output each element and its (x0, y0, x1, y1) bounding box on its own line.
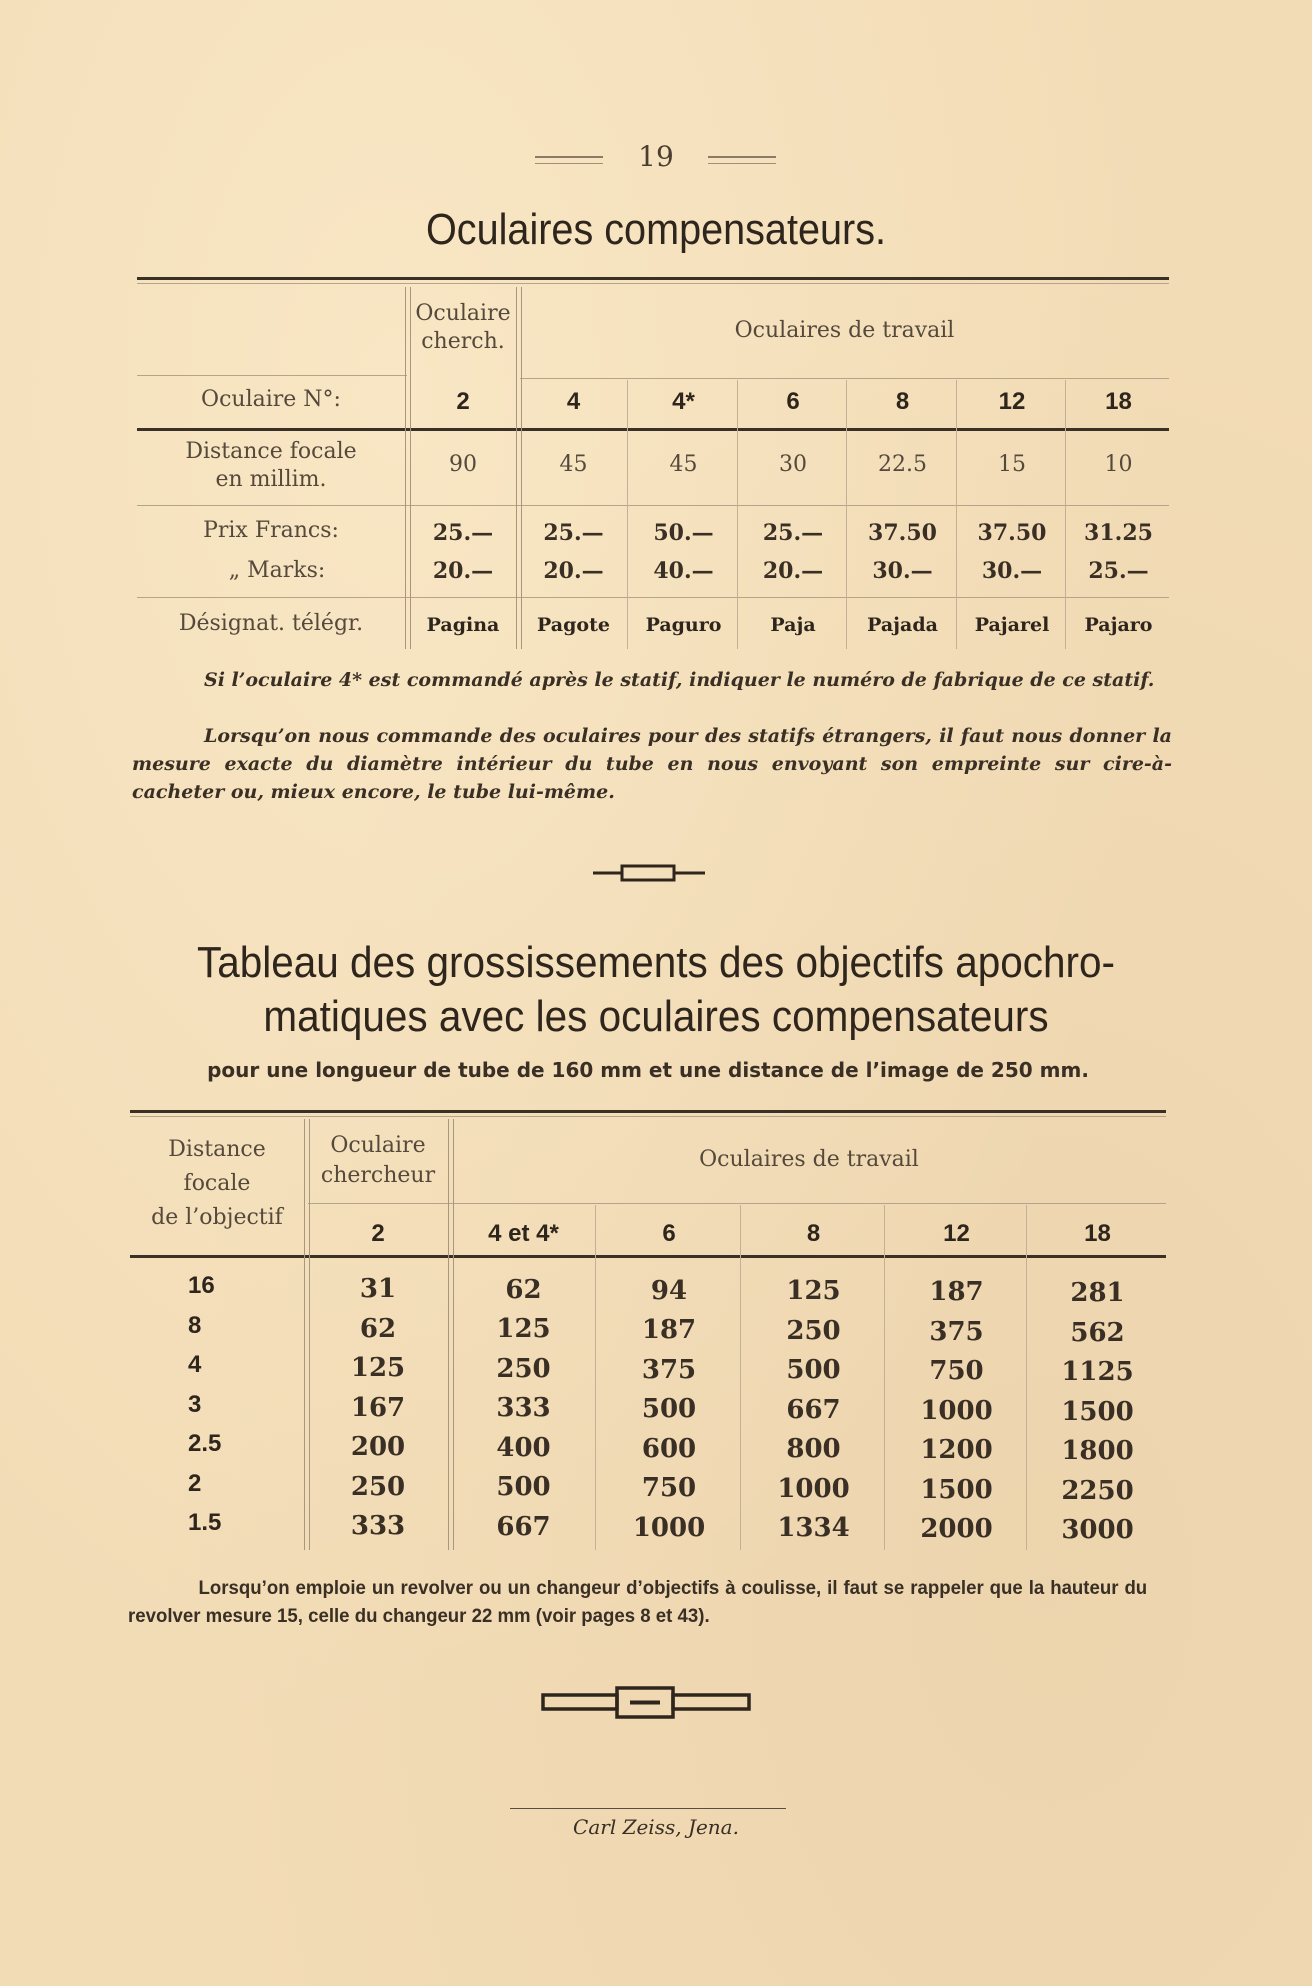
table2-cell-focal: 1.5 (188, 1509, 222, 1536)
table2-cell-value: 750 (929, 1356, 984, 1387)
table2-header-bottom-rule (130, 1255, 1166, 1258)
table2-cell-value: 62 (359, 1313, 397, 1344)
table2-cell-value: 1000 (632, 1512, 706, 1543)
table2-cell-focal: 2 (188, 1469, 202, 1497)
table1-header-rule (137, 375, 407, 376)
table2-cell-value: 1800 (1061, 1436, 1134, 1466)
table1-cell-focal: 15 (998, 452, 1026, 477)
small-bar-ornament-icon (590, 858, 710, 888)
note-oculaire-4star (132, 666, 1172, 694)
table1-cell-marks: 20.— (543, 558, 604, 584)
table2-cell-value: 94 (650, 1275, 688, 1306)
table1-number-rule (137, 428, 1169, 431)
table2-cell-value: 1200 (920, 1435, 993, 1466)
table2-cell-value: 250 (350, 1471, 406, 1502)
table1-vrule (846, 380, 847, 649)
table2-cell-value: 250 (786, 1315, 841, 1346)
table2-cell-value: 500 (496, 1472, 551, 1503)
table1-header-rule-b (520, 378, 1169, 379)
table2-column-head: 4 et 4* (488, 1220, 559, 1247)
table2-cell-value: 375 (929, 1316, 984, 1347)
table2-cell-value: 2250 (1061, 1475, 1134, 1506)
table2-cell-value: 1125 (1061, 1357, 1134, 1387)
table2-cell-focal: 3 (188, 1390, 202, 1418)
table2-cell-value: 1000 (920, 1395, 993, 1426)
table1-cell-number: 12 (998, 388, 1026, 415)
table1-label-focal-line2: en millim. (215, 467, 327, 492)
table1-top-rule (137, 277, 1169, 280)
table1-header-work: Oculaires de travail (734, 318, 955, 343)
table2-cell-value: 31 (359, 1274, 397, 1304)
table1-cell-marks: 30.— (872, 558, 933, 584)
table1-cell-number: 8 (895, 388, 910, 415)
table2-header-focal (130, 1133, 304, 1235)
table2-cell-value: 1500 (920, 1474, 993, 1505)
table1-cell-telegraph: Pajarel (974, 614, 1050, 636)
page-number-dash-right (708, 156, 776, 164)
table2-cell-value: 333 (496, 1393, 551, 1424)
table1-cell-focal: 90 (449, 452, 477, 477)
table2-cell-value: 1500 (1061, 1396, 1134, 1427)
table2-cell-value: 281 (1070, 1278, 1125, 1308)
table1-focal-rule (137, 505, 1169, 506)
table1-cell-marks: 20.— (762, 558, 824, 584)
table2-cell-focal: 2.5 (188, 1430, 222, 1457)
note-revolver-height-text: Lorsqu’on emploie un revolver ou un changeur d’objectifs à coulisse, il faut se rappeler que la hauteur du revolver mesure 15, celle du changeur 22 mm (voir pages 8 et 43). (128, 1578, 1148, 1627)
table1-cell-francs: 37.50 (868, 520, 937, 546)
table2-cell-value: 400 (496, 1432, 551, 1463)
table2-column-head: 2 (371, 1220, 385, 1247)
table2-vrule (884, 1205, 885, 1550)
table2-header-finder-line1: Oculaire (330, 1133, 426, 1158)
table2-cell-focal: 16 (188, 1272, 215, 1299)
table2-cell-value: 562 (1070, 1317, 1125, 1348)
table1-header-finder-line1: Oculaire (415, 301, 511, 326)
table1-cell-francs: 50.— (653, 520, 714, 546)
table2-header-work: Oculaires de travail (699, 1147, 919, 1172)
table2-cell-value: 500 (786, 1355, 841, 1386)
large-bar-ornament-icon (540, 1683, 755, 1723)
table1-cell-telegraph: Paja (770, 614, 816, 636)
table1-cell-focal: 30 (779, 452, 807, 477)
table1-cell-number: 18 (1105, 388, 1132, 415)
table1-cell-marks: 40.— (653, 558, 714, 584)
table1-cell-francs: 25.— (762, 520, 824, 546)
table2-cell-value: 375 (641, 1354, 697, 1385)
table2-header-rule (308, 1203, 1166, 1204)
table1-cell-telegraph: Pagote (537, 614, 610, 636)
section-title-grossissements-line1: Tableau des grossissements des objectifs apochro- (196, 938, 1116, 987)
table1-cell-number: 4* (672, 388, 695, 415)
table1-cell-marks: 30.— (981, 558, 1043, 584)
table1-label-number: Oculaire N°: (201, 387, 341, 412)
table2-cell-value: 667 (496, 1511, 551, 1542)
table2-cell-value: 1000 (777, 1473, 850, 1504)
table1-cell-number: 2 (456, 388, 470, 415)
table1-top-rule-thin (137, 283, 1169, 284)
note-foreign-stands (132, 722, 1172, 806)
table2-cell-focal: 8 (188, 1311, 202, 1339)
table2-cell-value: 62 (505, 1274, 542, 1305)
table2-header-focal-line3: de l’objectif (151, 1205, 283, 1230)
table2-header-focal-line1: Distance (168, 1137, 266, 1162)
table1-vrule (737, 380, 738, 649)
table1-cell-telegraph: Pagina (426, 614, 500, 636)
table2-cell-value: 800 (786, 1434, 841, 1465)
table2-cell-focal: 4 (188, 1351, 202, 1378)
table1-cell-francs: 31.25 (1084, 520, 1153, 546)
table2-vrule (595, 1205, 596, 1550)
table2-cell-value: 125 (786, 1276, 841, 1307)
table2-cell-value: 250 (496, 1353, 551, 1384)
note-foreign-stands-text: Lorsqu’on nous commande des oculaires pour des statifs étrangers, il faut nous donner la mesure exacte du diamètre intérieur du tube en nous envoyant son empreinte sur cire-à-cacheter ou, mieux encore, le tube lui-même. (132, 725, 1172, 803)
table1-cell-marks: 20.— (432, 558, 494, 584)
table2-cell-value: 333 (350, 1511, 406, 1541)
table2-cell-value: 167 (350, 1392, 406, 1423)
table2-cell-value: 125 (350, 1353, 406, 1383)
table2-header-finder-line2: chercheur (320, 1163, 436, 1188)
table1-vrule (1065, 380, 1066, 649)
table2-cell-value: 667 (786, 1394, 841, 1425)
table1-header-finder (408, 300, 518, 356)
table2-cell-value: 2000 (920, 1514, 993, 1545)
table1-label-marks: „ Marks: (228, 558, 326, 583)
table2-cell-value: 500 (641, 1394, 697, 1425)
table2-column-head: 8 (806, 1220, 821, 1247)
table1-header-finder-line2: cherch. (421, 329, 505, 354)
table1-cell-focal: 45 (559, 452, 588, 477)
table1-label-francs: Prix Francs: (203, 518, 339, 543)
section-title-oculaires: Oculaires compensateurs. (425, 205, 887, 254)
table2-cell-value: 200 (350, 1432, 406, 1462)
table2-cell-value: 187 (929, 1277, 984, 1308)
table1-label-focal (137, 438, 405, 494)
table2-cell-value: 3000 (1061, 1515, 1134, 1545)
table2-top-rule (130, 1110, 1166, 1113)
table2-header-finder (308, 1131, 448, 1191)
table2-cell-value: 187 (641, 1315, 697, 1346)
table1-cell-focal: 10 (1104, 452, 1133, 477)
note-oculaire-4star-text: Si l’oculaire 4* est commandé après le statif, indiquer le numéro de fabrique de ce statif. (204, 669, 1155, 691)
section-title-grossissements (52, 936, 1259, 1044)
note-revolver-height (128, 1575, 1147, 1631)
table1-cell-telegraph: Pajada (867, 614, 938, 636)
table2-vrule (740, 1205, 741, 1550)
publisher-signature: Carl Zeiss, Jena. (573, 1815, 739, 1839)
footer-rule (510, 1808, 786, 1809)
table2-vrule (1026, 1205, 1027, 1550)
table1-cell-telegraph: Paguro (645, 614, 722, 636)
section-title-grossissements-line2: matiques avec les oculaires compensateurs (263, 992, 1049, 1041)
table1-cell-telegraph: Pajaro (1084, 614, 1153, 636)
section-subtitle-grossissements: pour une longueur de tube de 160 mm et une distance de l’image de 250 mm. (207, 1058, 1089, 1082)
table1-cell-number: 4 (566, 388, 581, 415)
table1-price-rule (137, 597, 1169, 598)
table2-cell-value: 600 (641, 1433, 697, 1464)
table2-header-focal-line2: focale (183, 1171, 251, 1196)
table1-cell-francs: 37.50 (977, 520, 1047, 546)
page-number: 19 (638, 140, 674, 173)
table2-top-rule-thin (130, 1116, 1166, 1117)
table1-cell-number: 6 (786, 388, 800, 415)
table1-cell-marks: 25.— (1088, 558, 1149, 584)
table2-cell-value: 125 (496, 1314, 551, 1345)
table1-label-focal-line1: Distance focale (185, 439, 357, 464)
table2-column-head: 6 (662, 1220, 676, 1247)
table1-cell-focal: 22.5 (878, 452, 927, 477)
table2-column-head: 12 (943, 1220, 970, 1247)
table2-column-head: 18 (1084, 1220, 1111, 1247)
table1-label-telegraph: Désignat. télégr. (178, 611, 364, 636)
table1-cell-francs: 25.— (432, 520, 494, 546)
table1-cell-francs: 25.— (543, 520, 604, 546)
table1-vrule (627, 380, 628, 649)
table2-cell-value: 1334 (777, 1513, 850, 1544)
table2-cell-value: 750 (641, 1473, 697, 1504)
table1-cell-focal: 45 (669, 452, 698, 477)
table1-vrule (956, 380, 957, 649)
